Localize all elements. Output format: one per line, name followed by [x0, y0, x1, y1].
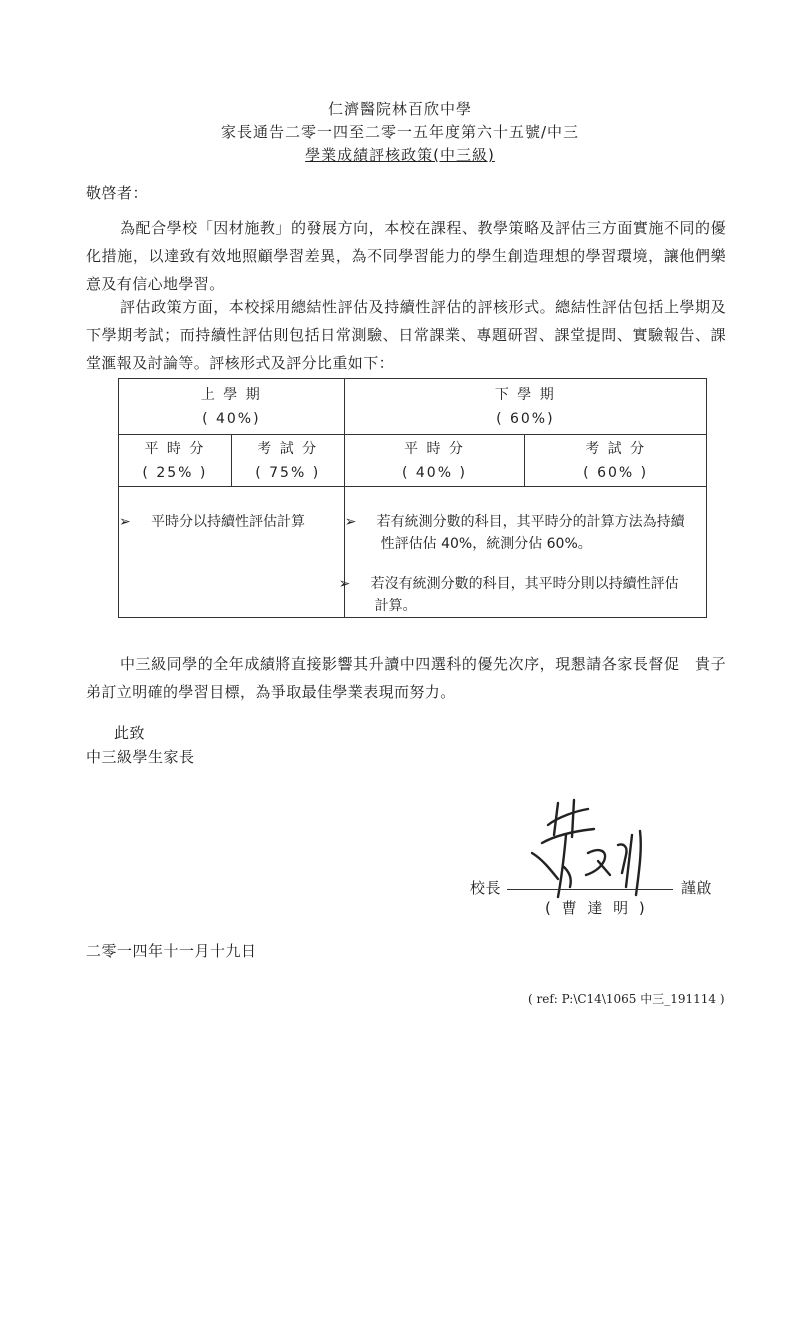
term2-exam-weight: ( 60% )	[583, 464, 649, 481]
term2-note-cell	[338, 487, 706, 618]
term1-note	[119, 511, 334, 533]
notice-subject	[0, 144, 800, 165]
paragraph-closing: 中三級同學的全年成績將直接影響其升讀中四選科的優先次序，現懇請各家長督促 貴子弟訂立明確的學習目標，為爭取最佳學業表現而努力。	[86, 655, 726, 701]
term2-weight: ( 60%)	[496, 410, 555, 427]
term2-daily-name: 平 時 分	[404, 440, 465, 457]
term1-exam-cell	[231, 435, 344, 487]
term2-daily-weight: ( 40% )	[401, 464, 467, 481]
term2-note-1	[344, 511, 692, 555]
term1-weight: ( 40%)	[202, 410, 261, 427]
issue-date: 二零一四年十一月十九日	[86, 942, 257, 960]
arrow-bullet-icon: ➢	[344, 514, 357, 530]
term2-note-2	[338, 573, 692, 617]
greeting: 敬啓者：	[86, 184, 149, 202]
term2-exam-cell	[525, 435, 707, 487]
term2-note-2-text: 若沒有統測分數的科目，其平時分則以持續性評估計算。	[370, 576, 679, 614]
term2-name: 下 學 期	[494, 386, 556, 403]
notice-subject-text: 學業成績評核政策(中三級)	[305, 146, 495, 164]
signature-line	[507, 889, 673, 890]
principal-title: 校長	[470, 879, 502, 897]
closing-recipient: 中三級學生家長	[86, 748, 195, 766]
notice-number: 家長通告二零一四至二零一五年度第六十五號/中三	[220, 123, 580, 141]
term2-header	[344, 379, 706, 435]
assessment-table	[118, 378, 707, 618]
reference-code: ( ref: P:\C14\1065 中三_191114 )	[528, 992, 725, 1006]
term2-exam-name: 考 試 分	[585, 440, 647, 457]
arrow-bullet-icon: ➢	[338, 576, 351, 592]
paragraph-intro: 為配合學校「因材施教」的發展方向，本校在課程、教學策略及評估三方面實施不同的優化措施，以達致有效地照顧學習差異，為不同學習能力的學生創造理想的學習環境，讓他們樂意及有信心地學習。	[86, 219, 726, 293]
term1-exam-weight: ( 75% )	[255, 464, 321, 481]
term2-note-1-text: 若有統測分數的科目，其平時分的計算方法為持續性評估佔 40%，統測分佔 60%。	[376, 514, 685, 552]
arrow-bullet-icon: ➢	[119, 514, 131, 530]
term1-note-text: 平時分以持續性評估計算	[151, 514, 305, 530]
school-name: 仁濟醫院林百欣中學	[327, 100, 472, 118]
term1-daily-name: 平 時 分	[144, 440, 206, 457]
term1-exam-name: 考 試 分	[257, 440, 319, 457]
term2-daily-cell	[344, 435, 525, 487]
term1-daily-cell	[119, 435, 232, 487]
principal-name: ( 曹 達 明 )	[545, 899, 648, 917]
closing-word: 謹啟	[681, 879, 713, 897]
term1-note-cell	[119, 487, 345, 618]
term1-daily-weight: ( 25% )	[142, 464, 208, 481]
paragraph-assessment: 評估政策方面，本校採用總結性評估及持續性評估的評核形式。總結性評估包括上學期及下學期考試；而持續性評估則包括日常測驗、日常課業、專題研習、課堂提問、實驗報告、課堂滙報及討論等。評核形式及評分比重如下：	[86, 298, 726, 372]
term1-name: 上 學 期	[200, 386, 262, 403]
closing-regards: 此致	[114, 724, 146, 742]
term1-header	[119, 379, 345, 435]
